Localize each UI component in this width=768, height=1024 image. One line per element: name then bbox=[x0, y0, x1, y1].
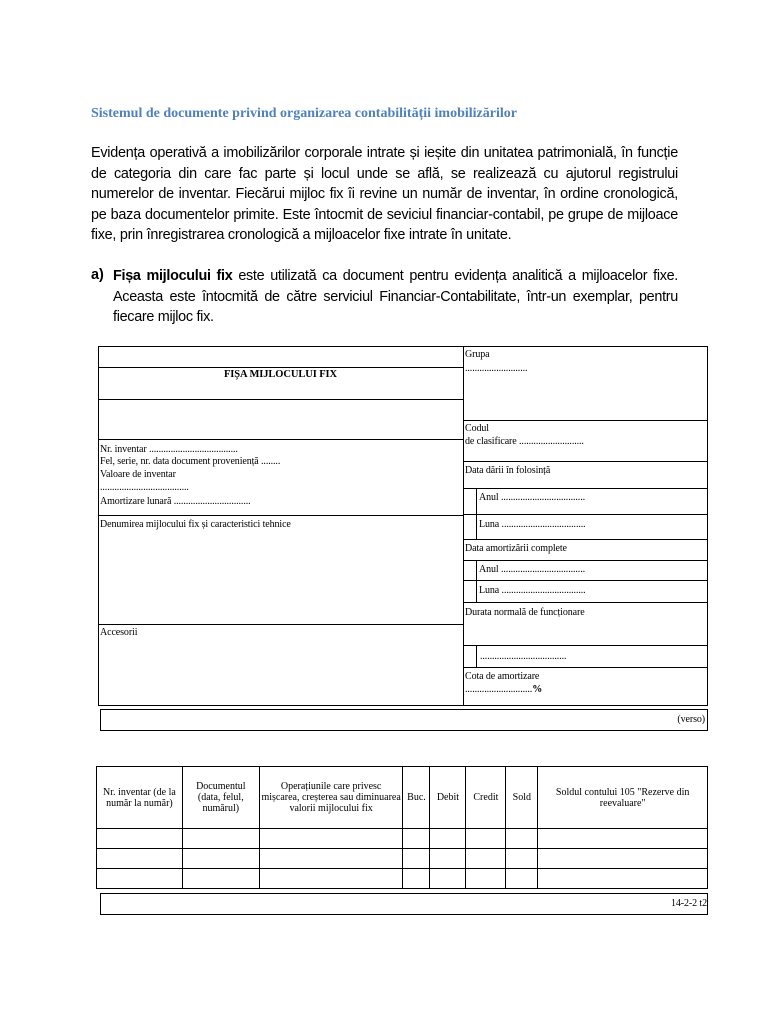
form-line bbox=[463, 488, 708, 489]
cota-dots bbox=[465, 684, 542, 695]
luna-amortizarii: Luna ................................... bbox=[479, 585, 586, 596]
grupa-label: Grupa bbox=[465, 349, 490, 360]
table-cell bbox=[430, 869, 466, 889]
table-row bbox=[97, 869, 708, 889]
durata-dots: .................................... bbox=[480, 651, 567, 662]
table-cell bbox=[259, 829, 403, 849]
form-line bbox=[463, 602, 708, 603]
cota-label: Cota de amortizare bbox=[465, 671, 540, 682]
form-line bbox=[463, 667, 708, 668]
form-line bbox=[463, 580, 708, 581]
form-line bbox=[98, 439, 463, 440]
form-indent bbox=[476, 645, 477, 667]
denumirea-label: Denumirea mijlocului fix și caracteristici tehnice bbox=[100, 519, 291, 530]
form-line bbox=[463, 420, 708, 421]
form-line bbox=[463, 514, 708, 515]
table-cell bbox=[182, 829, 259, 849]
form-line bbox=[463, 539, 708, 540]
table-row bbox=[97, 849, 708, 869]
header-nr-inventar: Nr. inventar (de la număr la număr) bbox=[97, 767, 183, 829]
table-row bbox=[97, 829, 708, 849]
cota-dots-text: ............................ bbox=[465, 684, 533, 695]
cota-unit: % bbox=[532, 684, 543, 695]
form-code: 14-2-2 t2 bbox=[670, 898, 707, 909]
accesorii-label: Accesorii bbox=[100, 627, 138, 638]
valoare-label: Valoare de inventar bbox=[100, 469, 176, 480]
list-item-bold: Fișa mijlocului fix bbox=[113, 268, 233, 284]
header-operatiunile: Operațiunile care privesc mișcarea, creșterea sau diminuarea valorii mijlocului fix bbox=[259, 767, 403, 829]
form-indent bbox=[476, 560, 477, 602]
section-heading: Sistemul de documente privind organizarea contabilității imobilizărilor bbox=[91, 106, 517, 121]
fel-serie-label: Fel, serie, nr. data document proveniență ........ bbox=[100, 456, 281, 467]
form-line bbox=[98, 367, 463, 368]
table-cell bbox=[538, 869, 708, 889]
header-debit: Debit bbox=[430, 767, 466, 829]
header-sold-105: Soldul contului 105 "Rezerve din reevaluare" bbox=[538, 767, 708, 829]
table-cell bbox=[97, 849, 183, 869]
header-credit: Credit bbox=[466, 767, 506, 829]
table-cell bbox=[97, 829, 183, 849]
form-divider bbox=[463, 346, 464, 706]
valoare-dots: ..................................... bbox=[100, 482, 189, 493]
header-documentul: Documentul (data, felul, numărul) bbox=[182, 767, 259, 829]
form-line bbox=[463, 645, 708, 646]
table-cell bbox=[403, 869, 430, 889]
table-cell bbox=[538, 849, 708, 869]
table-cell bbox=[97, 869, 183, 889]
table-cell bbox=[259, 849, 403, 869]
intro-paragraph: Evidența operativă a imobilizărilor corporale intrate și ieșite din unitatea patrimonială, în funcție de categoria din care fac parte și locul unde se află, se realizează cu ajutorul registrului numerelor de inventar. Fiecărui mijloc fix îi revine un număr de inventar, în ordine cronologică, pe baza documentelor primite. Este întocmit de seviciul financiar-contabil, pe grupe de mijloace fixe, prin înregistrarea cronologică a mijloacelor fixe intrate în unitate. bbox=[91, 145, 678, 243]
luna-darii: Luna ................................... bbox=[479, 519, 586, 530]
form-line bbox=[463, 560, 708, 561]
table-cell bbox=[506, 869, 538, 889]
verso-label: (verso) bbox=[677, 714, 705, 725]
form-indent bbox=[476, 488, 477, 539]
table-header-row bbox=[97, 767, 708, 829]
table-cell bbox=[506, 849, 538, 869]
table-cell bbox=[466, 849, 506, 869]
header-sold: Sold bbox=[506, 767, 538, 829]
table-cell bbox=[538, 829, 708, 849]
data-darii-label: Data dării în folosință bbox=[465, 465, 551, 476]
amortizare-label: Amortizare lunară ................................ bbox=[100, 496, 251, 507]
table-cell bbox=[466, 869, 506, 889]
anul-darii: Anul ................................... bbox=[479, 492, 586, 503]
clasificare-label: de clasificare ........................... bbox=[465, 436, 584, 447]
durata-label: Durata normală de funcționare bbox=[465, 607, 585, 618]
grupa-dots: .......................... bbox=[465, 363, 528, 374]
anul-amortizarii: Anul ................................... bbox=[479, 564, 586, 575]
data-amortizarii-label: Data amortizării complete bbox=[465, 543, 567, 554]
movements-table bbox=[96, 766, 708, 889]
header-buc: Buc. bbox=[403, 767, 430, 829]
table-cell bbox=[403, 849, 430, 869]
nr-inventar-label: Nr. inventar ..................................... bbox=[100, 444, 238, 455]
list-item-text bbox=[113, 266, 678, 328]
form-line bbox=[98, 515, 463, 516]
form-line bbox=[463, 461, 708, 462]
table-cell bbox=[430, 849, 466, 869]
table-cell bbox=[259, 869, 403, 889]
form-line bbox=[98, 624, 463, 625]
table-cell bbox=[466, 829, 506, 849]
codul-label: Codul bbox=[465, 423, 489, 434]
table-cell bbox=[430, 829, 466, 849]
table-cell bbox=[403, 829, 430, 849]
table-cell bbox=[182, 869, 259, 889]
form-line bbox=[98, 399, 463, 400]
table-cell bbox=[182, 849, 259, 869]
form-title: FIȘA MIJLOCULUI FIX bbox=[223, 369, 338, 380]
table-cell bbox=[506, 829, 538, 849]
list-item-description: este utilizată ca document pentru evidența analitică a mijloacelor fixe. Aceasta este întocmită de către serviciul Financiar-Contabilitate, într-un exemplar, pentru fiecare mijloc fix. bbox=[113, 268, 679, 325]
list-marker: a) bbox=[91, 267, 104, 283]
